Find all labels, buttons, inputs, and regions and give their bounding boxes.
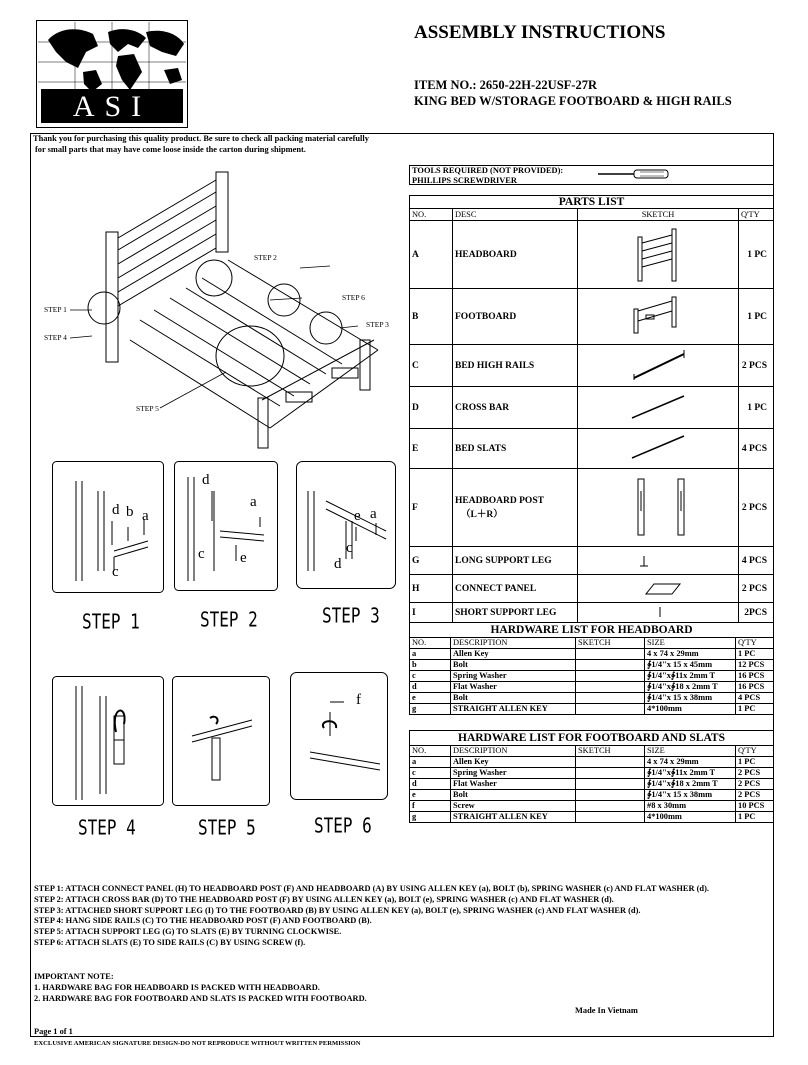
step-text: STEP 6: ATTACH SLATS (E) TO SIDE RAILS (C) BY USING SCREW (f). bbox=[34, 937, 306, 947]
table-row bbox=[410, 704, 774, 715]
hw-qty: 1 PC bbox=[736, 812, 774, 823]
hw-size: ∳1/4"x∳18 x 2mm T bbox=[645, 779, 736, 790]
step-text: STEP 2: ATTACH CROSS BAR (D) TO THE HEADBOARD POST (F) BY USING ALLEN KEY (a), BOLT (e), SPRING WASHER (c) AND FLAT WASHER (d). bbox=[34, 894, 614, 904]
part-desc: LONG SUPPORT LEG bbox=[453, 547, 578, 575]
slat-sketch-icon bbox=[580, 430, 730, 464]
note-line: 2. HARDWARE BAG FOR FOOTBOARD AND SLATS IS PACKED WITH FOOTBOARD. bbox=[34, 993, 367, 1003]
parts-list-table bbox=[409, 195, 774, 623]
hw-sketch bbox=[576, 704, 645, 715]
table-row bbox=[410, 429, 774, 469]
table-row bbox=[410, 812, 774, 823]
hw-size: ∳1/4"x∳11x 2mm T bbox=[645, 671, 736, 682]
hw-no: b bbox=[410, 660, 451, 671]
tools-required bbox=[409, 165, 774, 185]
col-header: SKETCH bbox=[576, 638, 645, 649]
part-qty: 2 PCS bbox=[739, 575, 774, 603]
part-letter-c: c bbox=[346, 540, 353, 556]
bed-assembly-diagram bbox=[40, 160, 400, 460]
table-row bbox=[410, 575, 774, 603]
part-letter-e: e bbox=[240, 550, 247, 566]
table-row bbox=[410, 693, 774, 704]
part-desc-line: HEADBOARD POST bbox=[455, 495, 544, 506]
tools-value: PHILLIPS SCREWDRIVER bbox=[412, 176, 517, 185]
table-row bbox=[410, 289, 774, 345]
step-text: STEP 3: ATTACHED SHORT SUPPORT LEG (I) TO THE FOOTBOARD (B) BY USING ALLEN KEY (a), BOLT (e), SPRING WASHER (c) AND FLAT WASHER (d). bbox=[34, 905, 641, 915]
part-sketch bbox=[578, 429, 739, 469]
hw-qty: 2 PCS bbox=[736, 790, 774, 801]
part-sketch bbox=[578, 469, 739, 547]
hw-sketch bbox=[576, 790, 645, 801]
hw-no: a bbox=[410, 757, 451, 768]
step-text: STEP 4: HANG SIDE RAILS (C) TO THE HEADBOARD POST (F) AND FOOTBOARD (B). bbox=[34, 916, 372, 926]
part-qty: 2 PCS bbox=[739, 345, 774, 387]
hw-size: ∳1/4"x 15 x 38mm bbox=[645, 693, 736, 704]
hw-qty: 2 PCS bbox=[736, 768, 774, 779]
step-instructions bbox=[34, 884, 774, 949]
hw-no: c bbox=[410, 671, 451, 682]
callout-step-1: STEP 1 bbox=[44, 305, 67, 314]
table-row bbox=[410, 790, 774, 801]
screwdriver-icon bbox=[598, 168, 672, 180]
part-desc: SHORT SUPPORT LEG bbox=[453, 603, 578, 623]
parts-list-title: PARTS LIST bbox=[410, 196, 774, 209]
hw-size: 4 x 74 x 29mm bbox=[645, 649, 736, 660]
callout-step-2: STEP 2 bbox=[254, 253, 277, 262]
step-2-label: STEP 2 bbox=[200, 607, 258, 632]
table-row bbox=[410, 779, 774, 790]
part-no: I bbox=[410, 603, 453, 623]
part-desc: FOOTBOARD bbox=[453, 289, 578, 345]
part-letter-d: d bbox=[112, 502, 120, 518]
col-header: NO. bbox=[410, 746, 451, 757]
hw-sketch bbox=[576, 660, 645, 671]
short-leg-sketch-icon bbox=[580, 603, 730, 619]
tools-label: TOOLS REQUIRED (NOT PROVIDED): bbox=[412, 166, 564, 175]
part-sketch bbox=[578, 289, 739, 345]
hardware-headboard-title: HARDWARE LIST FOR HEADBOARD bbox=[410, 623, 774, 638]
world-map-icon bbox=[38, 22, 186, 92]
part-no: E bbox=[410, 429, 453, 469]
part-desc-sub: （L＋R） bbox=[461, 509, 503, 520]
hw-size: ∳1/4"x 15 x 38mm bbox=[645, 790, 736, 801]
table-row bbox=[410, 682, 774, 693]
hw-qty: 1 PC bbox=[736, 649, 774, 660]
hw-no: g bbox=[410, 812, 451, 823]
step-3-label: STEP 3 bbox=[322, 603, 380, 628]
table-row bbox=[410, 649, 774, 660]
step-6-label: STEP 6 bbox=[314, 813, 372, 838]
step-6-detail bbox=[290, 672, 388, 800]
col-header: NO. bbox=[410, 638, 451, 649]
part-letter-a: a bbox=[370, 506, 377, 522]
part-sketch bbox=[578, 387, 739, 429]
post-sketch-icon bbox=[580, 471, 730, 541]
part-no: H bbox=[410, 575, 453, 603]
hw-size: 4 x 74 x 29mm bbox=[645, 757, 736, 768]
page-title: ASSEMBLY INSTRUCTIONS bbox=[414, 22, 666, 43]
hw-no: e bbox=[410, 790, 451, 801]
hw-no: g bbox=[410, 704, 451, 715]
important-note bbox=[34, 972, 367, 1004]
step-3-detail bbox=[296, 461, 396, 589]
hw-size: 4*100mm bbox=[645, 812, 736, 823]
made-in: Made In Vietnam bbox=[575, 1006, 638, 1015]
hw-sketch bbox=[576, 671, 645, 682]
col-header: SKETCH bbox=[576, 746, 645, 757]
part-desc: CONNECT PANEL bbox=[453, 575, 578, 603]
part-letter-d: d bbox=[334, 556, 342, 572]
hw-sketch bbox=[576, 649, 645, 660]
table-row bbox=[410, 757, 774, 768]
table-row bbox=[410, 801, 774, 812]
hw-sketch bbox=[576, 682, 645, 693]
hw-desc: Allen Key bbox=[451, 649, 576, 660]
hw-no: a bbox=[410, 649, 451, 660]
part-no: B bbox=[410, 289, 453, 345]
part-qty: 2 PCS bbox=[739, 469, 774, 547]
col-header: DESCRIPTION bbox=[451, 638, 576, 649]
part-sketch bbox=[578, 345, 739, 387]
col-header: DESC bbox=[453, 209, 578, 221]
col-header: SIZE bbox=[645, 638, 736, 649]
hw-qty: 16 PCS bbox=[736, 682, 774, 693]
callout-step-4: STEP 4 bbox=[44, 333, 67, 342]
hw-qty: 10 PCS bbox=[736, 801, 774, 812]
part-desc: BED HIGH RAILS bbox=[453, 345, 578, 387]
intro-line-1: Thank you for purchasing this quality product. Be sure to check all packing material carefully bbox=[33, 134, 369, 143]
hw-desc: Screw bbox=[451, 801, 576, 812]
table-row bbox=[410, 345, 774, 387]
company-logo bbox=[36, 20, 188, 128]
crossbar-sketch-icon bbox=[580, 388, 730, 424]
hw-qty: 4 PCS bbox=[736, 693, 774, 704]
rail-sketch-icon bbox=[580, 346, 730, 382]
part-no: A bbox=[410, 221, 453, 289]
part-qty: 1 PC bbox=[739, 221, 774, 289]
part-desc bbox=[453, 469, 578, 547]
part-qty: 2PCS bbox=[739, 603, 774, 623]
intro-text bbox=[33, 133, 393, 155]
item-description: KING BED W/STORAGE FOOTBOARD & HIGH RAILS bbox=[414, 94, 732, 108]
table-row bbox=[410, 221, 774, 289]
hw-desc: Bolt bbox=[451, 660, 576, 671]
callout-step-6: STEP 6 bbox=[342, 293, 365, 302]
hw-no: d bbox=[410, 779, 451, 790]
long-leg-sketch-icon bbox=[580, 548, 730, 570]
col-header: Q'TY bbox=[739, 209, 774, 221]
part-letter-c: c bbox=[112, 564, 119, 580]
hw-sketch bbox=[576, 812, 645, 823]
col-header: SIZE bbox=[645, 746, 736, 757]
hw-desc: STRAIGHT ALLEN KEY bbox=[451, 704, 576, 715]
hw-desc: Flat Washer bbox=[451, 779, 576, 790]
table-row bbox=[410, 469, 774, 547]
hw-size: ∳1/4"x 15 x 45mm bbox=[645, 660, 736, 671]
col-header: DESCRIPTION bbox=[451, 746, 576, 757]
logo-text: ASI bbox=[41, 89, 183, 123]
hw-no: f bbox=[410, 801, 451, 812]
hardware-footboard-title: HARDWARE LIST FOR FOOTBOARD AND SLATS bbox=[410, 731, 774, 746]
col-header: NO. bbox=[410, 209, 453, 221]
step-1-label: STEP 1 bbox=[82, 609, 140, 634]
part-sketch bbox=[578, 575, 739, 603]
step-5-label: STEP 5 bbox=[198, 815, 256, 840]
hw-sketch bbox=[576, 757, 645, 768]
table-row bbox=[410, 671, 774, 682]
intro-line-2: for small parts that may have come loose inside the carton during shipment. bbox=[35, 145, 306, 154]
callout-step-3: STEP 3 bbox=[366, 320, 389, 329]
hw-size: ∳1/4"x∳18 x 2mm T bbox=[645, 682, 736, 693]
footer-copyright: EXCLUSIVE AMERICAN SIGNATURE DESIGN-DO NOT REPRODUCE WITHOUT WRITTEN PERMISSION bbox=[34, 1040, 361, 1047]
hw-size: 4*100mm bbox=[645, 704, 736, 715]
step-4-detail bbox=[52, 676, 164, 806]
hw-desc: STRAIGHT ALLEN KEY bbox=[451, 812, 576, 823]
part-qty: 4 PCS bbox=[739, 429, 774, 469]
step-5-detail bbox=[172, 676, 270, 806]
hw-sketch bbox=[576, 693, 645, 704]
part-letter-b: b bbox=[126, 504, 134, 520]
part-desc: BED SLATS bbox=[453, 429, 578, 469]
table-row bbox=[410, 387, 774, 429]
part-no: G bbox=[410, 547, 453, 575]
hw-size: ∳1/4"x∳11x 2mm T bbox=[645, 768, 736, 779]
part-letter-f: f bbox=[356, 692, 361, 708]
table-row bbox=[410, 603, 774, 623]
hw-desc: Flat Washer bbox=[451, 682, 576, 693]
hw-desc: Spring Washer bbox=[451, 768, 576, 779]
table-row bbox=[410, 660, 774, 671]
hw-sketch bbox=[576, 779, 645, 790]
part-qty: 4 PCS bbox=[739, 547, 774, 575]
part-letter-a: a bbox=[250, 494, 257, 510]
hw-qty: 2 PCS bbox=[736, 779, 774, 790]
hw-no: d bbox=[410, 682, 451, 693]
part-letter-a: a bbox=[142, 508, 149, 524]
col-header: SKETCH bbox=[578, 209, 739, 221]
part-no: C bbox=[410, 345, 453, 387]
hw-no: e bbox=[410, 693, 451, 704]
page-number: Page 1 of 1 bbox=[34, 1027, 73, 1036]
note-line: 1. HARDWARE BAG FOR HEADBOARD IS PACKED WITH HEADBOARD. bbox=[34, 982, 320, 992]
step-1-detail bbox=[52, 461, 164, 593]
table-row bbox=[410, 547, 774, 575]
part-sketch bbox=[578, 221, 739, 289]
hw-qty: 16 PCS bbox=[736, 671, 774, 682]
hw-desc: Spring Washer bbox=[451, 671, 576, 682]
step-text: STEP 5: ATTACH SUPPORT LEG (G) TO SLATS (E) BY TURNING CLOCKWISE. bbox=[34, 927, 342, 937]
table-row bbox=[410, 768, 774, 779]
hw-size: #8 x 30mm bbox=[645, 801, 736, 812]
part-letter-d: d bbox=[202, 472, 210, 488]
note-title: IMPORTANT NOTE: bbox=[34, 972, 114, 981]
item-number: ITEM NO.: 2650-22H-22USF-27R bbox=[414, 78, 597, 92]
hardware-footboard-table bbox=[409, 730, 774, 823]
hw-qty: 1 PC bbox=[736, 757, 774, 768]
part-letter-c: c bbox=[198, 546, 205, 562]
hw-desc: Bolt bbox=[451, 693, 576, 704]
part-qty: 1 PC bbox=[739, 289, 774, 345]
headboard-sketch-icon bbox=[580, 223, 730, 283]
step-4-label: STEP 4 bbox=[78, 815, 136, 840]
hw-sketch bbox=[576, 801, 645, 812]
panel-sketch-icon bbox=[580, 576, 730, 598]
callout-step-5: STEP 5 bbox=[136, 404, 159, 413]
part-qty: 1 PC bbox=[739, 387, 774, 429]
hardware-headboard-table bbox=[409, 622, 774, 715]
col-header: Q'TY bbox=[736, 746, 774, 757]
col-header: Q'TY bbox=[736, 638, 774, 649]
part-desc: HEADBOARD bbox=[453, 221, 578, 289]
part-no: D bbox=[410, 387, 453, 429]
part-letter-e: e bbox=[354, 508, 361, 524]
part-desc: CROSS BAR bbox=[453, 387, 578, 429]
part-sketch bbox=[578, 603, 739, 623]
hw-no: c bbox=[410, 768, 451, 779]
footboard-sketch-icon bbox=[580, 291, 730, 339]
hw-desc: Allen Key bbox=[451, 757, 576, 768]
hw-sketch bbox=[576, 768, 645, 779]
part-no: F bbox=[410, 469, 453, 547]
step-2-detail bbox=[174, 461, 278, 591]
hw-qty: 12 PCS bbox=[736, 660, 774, 671]
hw-qty: 1 PC bbox=[736, 704, 774, 715]
hw-desc: Bolt bbox=[451, 790, 576, 801]
part-sketch bbox=[578, 547, 739, 575]
step-text: STEP 1: ATTACH CONNECT PANEL (H) TO HEADBOARD POST (F) AND HEADBOARD (A) BY USING ALLEN KEY (a), BOLT (b), SPRING WASHER (c) AND FLAT WASHER (d). bbox=[34, 884, 709, 893]
